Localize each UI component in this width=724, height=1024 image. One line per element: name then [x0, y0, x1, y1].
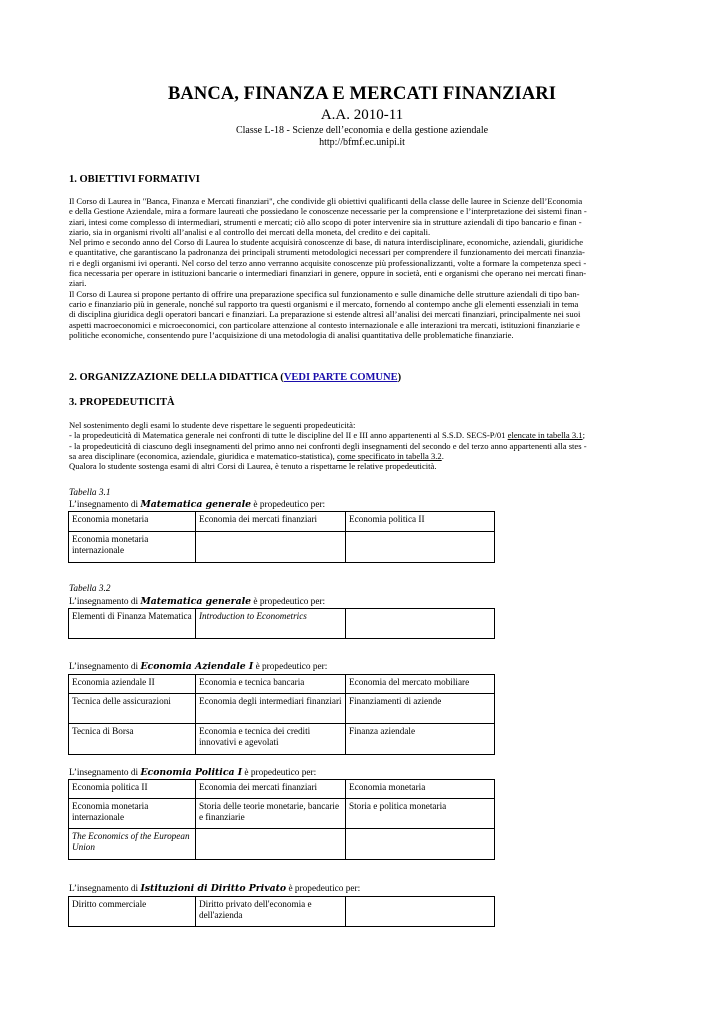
- text-line: fica necessaria per operare in istituzioni bancarie o intermediari finanziari in genere, oppure in società, enti e organismi che operano nei mercati finan-: [69, 268, 587, 279]
- table-cell: Diritto privato dell'economia e dell'azienda: [196, 897, 346, 927]
- table-cell: Elementi di Finanza Matematica: [69, 609, 196, 639]
- intro-text: L’insegnamento di: [69, 768, 141, 778]
- vedi-parte-comune-link[interactable]: VEDI PARTE COMUNE: [283, 372, 398, 383]
- text-line: ziario, sia in organismi rivolti all’analisi e al controllo dei mercati della moneta, del credito e dei capitali.: [69, 226, 431, 237]
- table-cell: Finanza aziendale: [346, 724, 495, 755]
- caption-text: Tabella 3.1: [69, 488, 111, 498]
- text-line: Il Corso di Laurea in "Banca, Finanza e Mercati finanziari", che condivide gli obiettivi qualificanti della classe delle lauree in Scienze dell’Economia: [69, 196, 583, 206]
- section-heading-propedeuticita: 3. PROPEDEUTICITÀ: [69, 397, 175, 408]
- section-heading-organizzazione: [69, 372, 401, 383]
- subject-name: Economia Aziendale I: [140, 661, 254, 672]
- table-caption: [69, 488, 111, 498]
- subject-name: Matematica generale: [140, 596, 252, 607]
- text-line: ri e degli organismi ivi operanti. Nel corso del terzo anno verranno acquisite conoscenze più professionalizzanti, volte a formare la competenza speci -: [69, 257, 587, 268]
- table-cell: Storia e politica monetaria: [346, 799, 495, 829]
- table-cell: [346, 829, 495, 860]
- table-cell: [346, 897, 495, 927]
- table-row: [69, 675, 495, 694]
- text-line: di disciplina giuridica degli operatori bancari e finanziari. La preparazione si estende altresì all’analisi dei mercati finanziari, principalmente nei suoi: [69, 309, 581, 320]
- intro-text: L’insegnamento di: [69, 884, 141, 894]
- text-line: cario e finanziario più in generale, nonché sul rapporto tra questi organismi e il mercato, fornendo al contempo anche gli elementi essenziali in tema: [69, 298, 579, 309]
- heading-text: ): [397, 372, 402, 383]
- table-intro: [69, 767, 316, 778]
- section-heading-obiettivi: 1. OBIETTIVI FORMATIVI: [69, 174, 200, 185]
- text-line: Qualora lo studente sostenga esami di altri Corsi di Laurea, è tenuto a rispettarne le relative propedeuticità.: [69, 461, 437, 472]
- table-intro: [69, 499, 325, 510]
- table-cell: Economia degli intermediari finanziari: [196, 694, 346, 724]
- intro-text: è propedeutico per:: [251, 597, 326, 607]
- table-intro: [69, 661, 327, 672]
- text-span: sa area disciplinare (economica, aziendale, giuridica e matematico-statistica),: [69, 450, 337, 461]
- table-cell: Diritto commerciale: [69, 897, 196, 927]
- table-cell: The Economics of the European Union: [69, 829, 196, 860]
- subject-name: Matematica generale: [140, 499, 252, 510]
- text-line: e della Gestione Aziendale, mira a formare laureati che possiedano le conoscenze necessarie per la comprensione e l’interpretazione dei sistemi finan -: [69, 206, 587, 217]
- table-cell: [346, 532, 495, 563]
- heading-text: 2. ORGANIZZAZIONE DELLA DIDATTICA (: [69, 372, 284, 383]
- course-url[interactable]: http://bfmf.ec.unipi.it: [319, 137, 405, 148]
- table-3-2: [68, 608, 495, 639]
- text-line: [69, 451, 655, 461]
- tabella-3-2-link[interactable]: come specificato in tabella 3.2: [336, 450, 442, 461]
- table-cell: Tecnica di Borsa: [69, 724, 196, 755]
- table-row: [69, 609, 495, 639]
- intro-text: è propedeutico per:: [242, 768, 317, 778]
- table-cell: Finanziamenti di aziende: [346, 694, 495, 724]
- table-caption: [69, 584, 111, 594]
- subject-name: Economia Politica I: [140, 767, 243, 778]
- caption-text: Tabella 3.2: [69, 584, 111, 594]
- intro-text: L’insegnamento di: [69, 500, 141, 510]
- table-cell: Economia aziendale II: [69, 675, 196, 694]
- intro-text: è propedeutico per:: [253, 662, 328, 672]
- document-title: BANCA, FINANZA E MERCATI FINANZIARI: [167, 84, 557, 104]
- table-cell: Economia monetaria: [346, 780, 495, 799]
- table-intro: [69, 883, 360, 894]
- text-line: politiche economiche, consentendo pure l’acquisizione di una metodologia di analisi quantitativa delle problematiche finanziarie.: [69, 329, 514, 340]
- academic-year: A.A. 2010-11: [320, 107, 404, 123]
- tabella-3-1-link[interactable]: elencate in tabella 3.1: [507, 430, 583, 441]
- table-row: [69, 829, 495, 860]
- text-line: e quantitative, che garantiscano la padronanza dei principali strumenti metodologici necessari per comprendere il funzionamento dei mercati finanzia-: [69, 247, 585, 258]
- text-line: aspetti macroeconomici e microeconomici, con particolare attenzione al contesto internazionale e alle interazioni tra mercati, istituzioni finanziarie e: [69, 319, 580, 330]
- table-intro: [69, 596, 325, 607]
- table-3-1: [68, 511, 495, 563]
- text-span: ;: [582, 430, 585, 441]
- table-cell: Economia e tecnica bancaria: [196, 675, 346, 694]
- table-cell: [196, 829, 346, 860]
- table-cell: [346, 609, 495, 639]
- text-line: - la propedeuticità di ciascuno degli insegnamenti del primo anno nei confronti degli insegnamenti del secondo e del terzo anno appartenenti alla stes -: [69, 440, 587, 451]
- table-cell: Storia delle teorie monetarie, bancarie e finanziarie: [196, 799, 346, 829]
- table-cell: Economia monetaria internazionale: [69, 799, 196, 829]
- table-cell: Economia e tecnica dei crediti innovativi e agevolati: [196, 724, 346, 755]
- table-cell: Economia politica II: [346, 512, 495, 532]
- text-line: Il Corso di Laurea si propone pertanto di offrire una preparazione specifica sul funzionamento e sulle dinamiche delle strutture aziendali di tipo ban-: [69, 288, 580, 299]
- table-row: [69, 694, 495, 724]
- table-row: [69, 724, 495, 755]
- text-line: Nel sostenimento degli esami lo studente deve rispettare le seguenti propedeuticità:: [69, 420, 356, 430]
- text-span: .: [441, 450, 444, 461]
- table-row: [69, 512, 495, 532]
- table-row: [69, 532, 495, 563]
- table-row: [69, 897, 495, 927]
- section-obiettivi-text: [69, 196, 655, 340]
- text-line: ziari.: [69, 278, 87, 289]
- table-row: [69, 780, 495, 799]
- table-economia-politica: [68, 779, 495, 860]
- table-cell: Economia dei mercati finanziari: [196, 780, 346, 799]
- intro-text: L’insegnamento di: [69, 662, 141, 672]
- table-cell: Introduction to Econometrics: [196, 609, 346, 639]
- intro-text: è propedeutico per:: [286, 884, 361, 894]
- text-line: Nel primo e secondo anno del Corso di Laurea lo studente acquisirà conoscenze di base, di natura interdisciplinare, economiche, aziendali, giuridiche: [69, 237, 584, 248]
- text-line: ziari, intesi come complesso di intermediari, strumenti e mercati; ciò allo scopo di poter intervenire sia in strutture aziendali di tipo bancario e finan -: [69, 216, 582, 227]
- table-cell: Economia del mercato mobiliare: [346, 675, 495, 694]
- intro-text: L’insegnamento di: [69, 597, 141, 607]
- table-row: [69, 799, 495, 829]
- table-cell: Economia monetaria: [69, 512, 196, 532]
- table-cell: Economia monetaria internazionale: [69, 532, 196, 563]
- table-cell: Economia dei mercati finanziari: [196, 512, 346, 532]
- table-diritto-privato: [68, 896, 495, 927]
- table-cell: [196, 532, 346, 563]
- table-economia-aziendale: [68, 674, 495, 755]
- table-cell: Tecnica delle assicurazioni: [69, 694, 196, 724]
- section-propedeuticita-text: [69, 420, 655, 471]
- degree-class: Classe L-18 - Scienze dell’economia e della gestione aziendale: [235, 125, 489, 136]
- text-line: [69, 430, 655, 440]
- text-span: - la propedeuticità di Matematica generale nei confronti di tutte le discipline del II e III anno appartenenti al S.S.D. SECS-P/01: [69, 430, 508, 441]
- intro-text: è propedeutico per:: [251, 500, 326, 510]
- subject-name: Istituzioni di Diritto Privato: [140, 883, 287, 894]
- table-cell: Economia politica II: [69, 780, 196, 799]
